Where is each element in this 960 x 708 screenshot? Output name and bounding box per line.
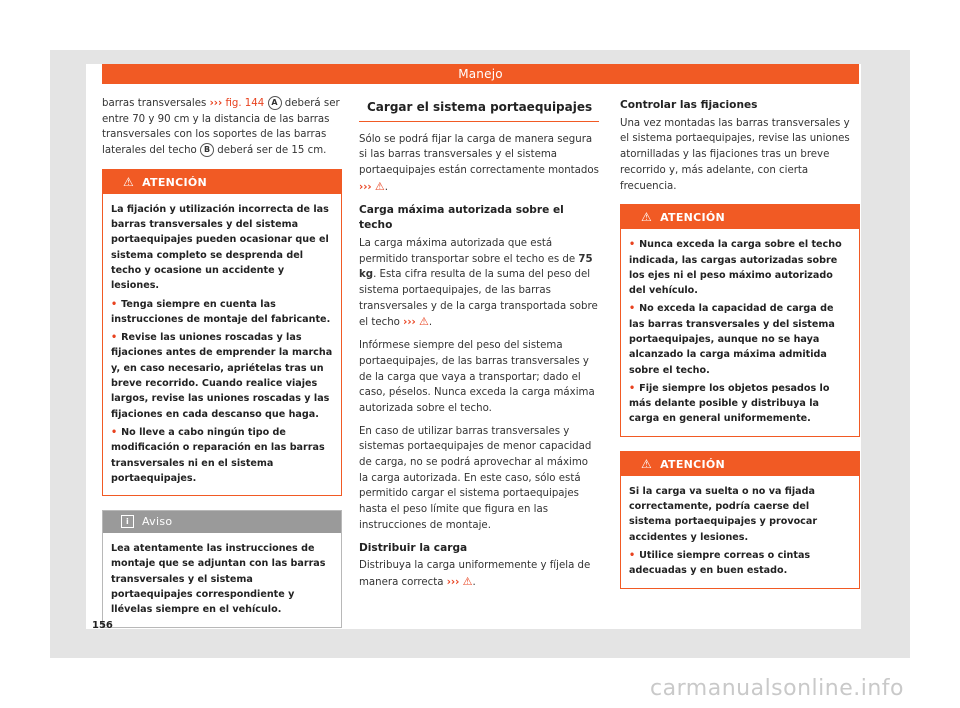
subheading: Carga máxima autorizada sobre el techo bbox=[359, 203, 564, 232]
reference-arrows: ››› bbox=[446, 576, 460, 588]
warning-header: ⚠ ATENCIÓN bbox=[103, 170, 341, 194]
warning-item: • No exceda la capacidad de carga de las barras transversales y del sistema portaequipajes, aunque no se haya alcanzado la carga máxima admitida sobre el techo. bbox=[629, 303, 835, 376]
warning-item: • Fije siempre los objetos pesados lo más delante posible y distribuya la carga en general uniformemente. bbox=[629, 382, 830, 425]
warning-header: ⚠ ATENCIÓN bbox=[621, 205, 859, 229]
paragraph: Sólo se podrá fijar la carga de manera segura si las barras transversales y el sistema portaequipajes están correctamente montados ››› ⚠. bbox=[359, 133, 599, 193]
watermark-brand: carmanualsonline.info bbox=[650, 676, 904, 701]
column-1 bbox=[102, 96, 342, 628]
bullet-icon: • bbox=[111, 426, 118, 438]
warning-reference-icon[interactable]: ⚠ bbox=[374, 179, 385, 193]
subheading: Distribuir la carga bbox=[359, 541, 468, 554]
warning-item: • Tenga siempre en cuenta las instrucciones de montaje del fabricante. bbox=[111, 298, 331, 325]
warning-box bbox=[102, 169, 342, 496]
warning-intro: La fijación y utilización incorrecta de las barras transversales y del sistema portaequipajes pueden ocasionar que el sistema completo se desprenda del techo y ocasione un accidente y lesiones. bbox=[111, 203, 329, 292]
warning-icon: ⚠ bbox=[123, 174, 135, 189]
warning-body bbox=[103, 194, 341, 495]
warning-body bbox=[621, 476, 859, 588]
warning-box bbox=[620, 451, 860, 589]
marker-a: A bbox=[268, 96, 282, 110]
chapter-header: Manejo bbox=[102, 64, 859, 84]
note-body: Lea atentamente las instrucciones de montaje que se adjuntan con las barras transversales y el sistema portaequipajes correspondiente y llévelas siempre en el vehículo. bbox=[111, 543, 326, 616]
bullet-icon: • bbox=[629, 239, 636, 251]
bullet-icon: • bbox=[111, 298, 118, 310]
note-header: i Aviso bbox=[103, 511, 341, 533]
paragraph: Infórmese siempre del peso del sistema portaequipajes, de las barras transversales y de la carga que vaya a transportar; dado el caso, péselos. Nunca exceda la carga máxima autorizada sobre el techo. bbox=[359, 340, 595, 414]
warning-item: • Revise las uniones roscadas y las fijaciones antes de emprender la marcha y, en caso necesario, apriételas tras un breve recorrido. Cuando realice viajes largos, revise las uniones roscadas y las fijaciones en cada descanso que haga. bbox=[111, 332, 333, 420]
warning-reference-icon[interactable]: ⚠ bbox=[419, 315, 429, 329]
max-load-value: 75 kg bbox=[359, 253, 593, 281]
info-icon: i bbox=[121, 515, 134, 528]
figure-reference-link[interactable]: fig. 144 bbox=[225, 98, 265, 109]
bullet-icon: • bbox=[111, 332, 118, 344]
paragraph: En caso de utilizar barras transversales y sistemas portaequipajes de menor capacidad de carga, no se podrá aprovechar al máximo la carga autorizada. En este caso, sólo está permitido cargar el sistema portaequipajes hasta el peso límite que figura en las instrucciones de montaje. bbox=[359, 425, 592, 531]
warning-box bbox=[620, 204, 860, 437]
page-number: 156 bbox=[92, 620, 113, 631]
warning-item: • Utilice siempre correas o cintas adecuadas y en buen estado. bbox=[629, 549, 811, 577]
warning-item: • Nunca exceda la carga sobre el techo indicada, las cargas autorizadas sobre los ejes ni el peso máximo autorizado del vehículo. bbox=[629, 239, 842, 297]
reference-arrows: ››› bbox=[359, 181, 372, 193]
subheading: Controlar las fijaciones bbox=[620, 99, 758, 111]
warning-intro: Si la carga va suelta o no va fijada correctamente, podría caerse del sistema portaequipajes y provocar accidentes y lesiones. bbox=[629, 485, 818, 543]
bullet-icon: • bbox=[629, 549, 636, 561]
column-2 bbox=[359, 96, 599, 598]
warning-icon: ⚠ bbox=[641, 210, 653, 225]
section-title: Cargar el sistema portaequipajes bbox=[359, 96, 599, 122]
warning-header: ⚠ ATENCIÓN bbox=[621, 452, 859, 476]
note-box bbox=[102, 510, 342, 627]
reference-arrows: ››› bbox=[209, 98, 223, 109]
marker-b: B bbox=[200, 143, 214, 157]
reference-arrows: ››› bbox=[403, 317, 416, 329]
warning-icon: ⚠ bbox=[641, 456, 653, 471]
warning-reference-icon[interactable]: ⚠ bbox=[462, 574, 473, 588]
intro-paragraph: barras transversales ››› fig. 144 A deberá ser entre 70 y 90 cm y la distancia de las barras transversales con los soportes de las barras laterales del techo B deberá ser de 15 cm. bbox=[102, 98, 340, 157]
warning-body bbox=[621, 229, 859, 436]
warning-item: • No lleve a cabo ningún tipo de modificación o reparación en las barras transversales ni en el sistema portaequipajes. bbox=[111, 426, 325, 484]
paragraph: La carga máxima autorizada que está permitido transportar sobre el techo es de 75 kg. Esta cifra resulta de la suma del peso del sistema portaequipajes, de las barras transversales y de la carga transportada sobre el techo ››› ⚠. bbox=[359, 237, 598, 329]
paragraph: Distribuya la carga uniformemente y fíjela de manera correcta ››› ⚠. bbox=[359, 560, 591, 588]
bullet-icon: • bbox=[629, 303, 636, 315]
bullet-icon: • bbox=[629, 382, 636, 394]
column-3 bbox=[620, 96, 860, 589]
paragraph: Una vez montadas las barras transversales y el sistema portaequipajes, revise las uniones atornilladas y las fijaciones tras un breve recorrido y, más adelante, con cierta frecuencia. bbox=[620, 117, 850, 192]
